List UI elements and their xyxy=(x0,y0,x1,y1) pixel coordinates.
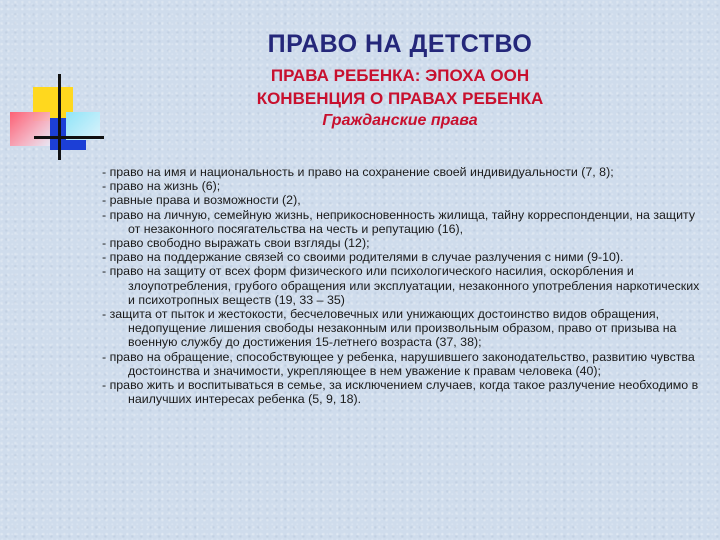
rights-list-item: - право на личную, семейную жизнь, неприкосновенность жилища, тайну корреспонденции, на защиту от незаконного посягательства на честь и репутацию (16), xyxy=(102,208,702,236)
subtitle-un-era: ПРАВА РЕБЕНКА: ЭПОХА ООН xyxy=(270,66,530,85)
rights-list-item: - право свободно выражать свои взгляды (12); xyxy=(102,236,702,250)
subtitle-convention: КОНВЕНЦИЯ О ПРАВАХ РЕБЕНКА xyxy=(256,89,544,108)
rights-list-item: - защита от пыток и жестокости, бесчеловечных или унижающих достоинство видов обращения, недопущение лишения свободы незаконным или произвольным образом, право от призыва на военную службу до достижения 15-летнего возраста (37, 38); xyxy=(102,307,702,350)
rights-list-item: - право на обращение, способствующее у ребенка, нарушившего законодательство, развитию чувства достоинства и значимости, укрепляющее в нем уважение к правам человека (40); xyxy=(102,350,702,378)
horizontal-line xyxy=(34,136,104,139)
rights-list-item: - право на жизнь (6); xyxy=(102,179,702,193)
rights-list-item: - право на защиту от всех форм физического или психологического насилия, оскорбления и злоупотребления, грубого обращения или эксплуатации, незаконного употребления наркотических и психотропных веществ (19, 33 – 35) xyxy=(102,264,702,307)
rights-list-item: - право на поддержание связей со своими родителями в случае разлучения с ними (9-10). xyxy=(102,250,702,264)
slide-title: ПРАВО НА ДЕТСТВО xyxy=(267,30,533,58)
rights-list-item: - равные права и возможности (2), xyxy=(102,193,702,207)
vertical-line xyxy=(58,74,61,160)
subtitle-civil-rights: Гражданские права xyxy=(322,112,478,129)
rights-list xyxy=(102,165,702,406)
decorative-logo xyxy=(0,0,120,170)
red-gradient-square xyxy=(10,112,50,146)
rights-list-item: - право на имя и национальность и право на сохранение своей индивидуальности (7, 8); xyxy=(102,165,702,179)
rights-list-item: - право жить и воспитываться в семье, за исключением случаев, когда такое разлучение необходимо в наилучших интересах ребенка (5, 9, 18). xyxy=(102,378,702,406)
